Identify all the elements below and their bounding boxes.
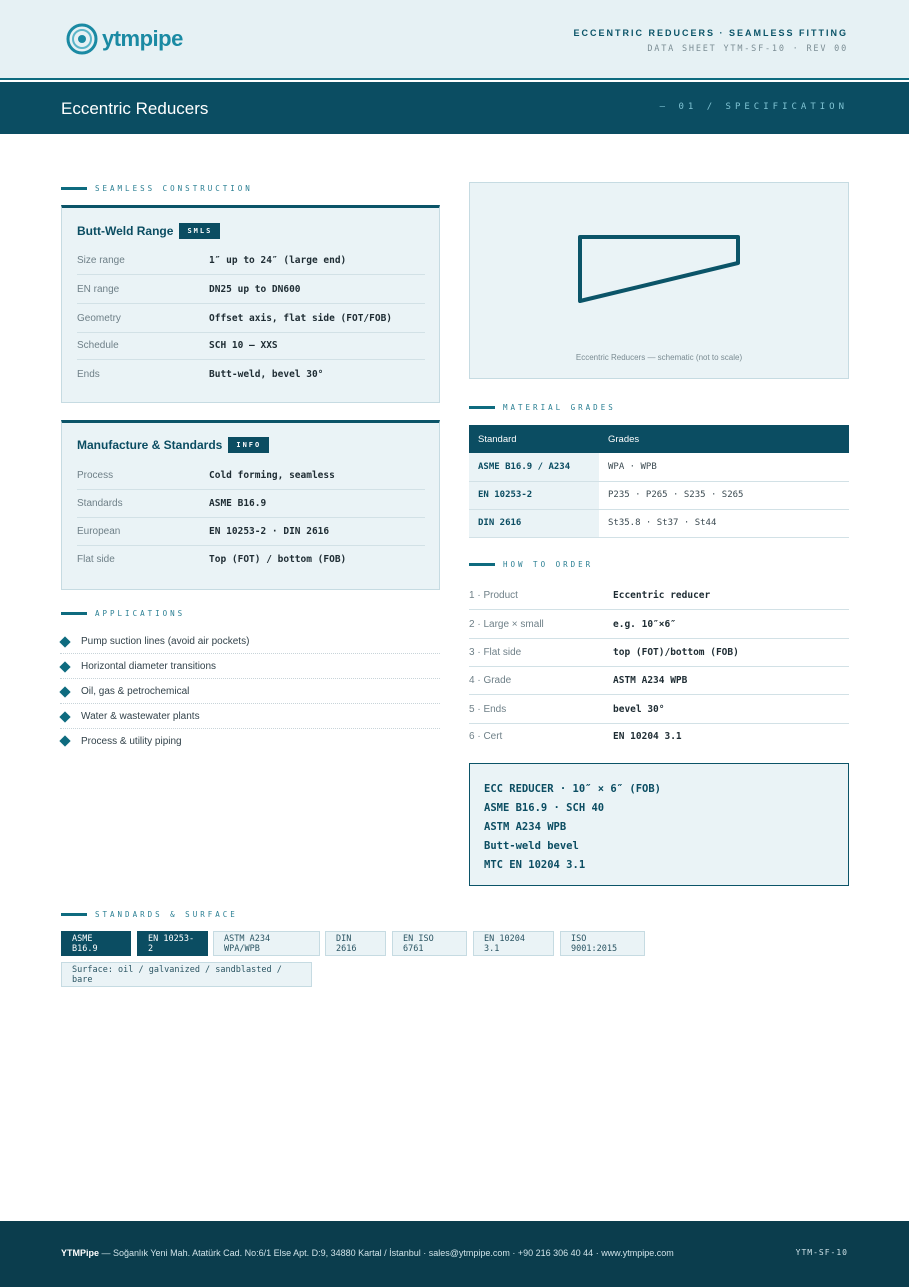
- order-example-line: Butt-weld bevel: [484, 840, 579, 852]
- list-item-text: Process & utility piping: [81, 735, 182, 747]
- panel-title-text: Butt-Weld Range: [77, 224, 174, 238]
- order-value: top (FOT)/bottom (FOB): [613, 646, 739, 658]
- logo-swirl-icon: [66, 22, 100, 56]
- schematic-caption: Eccentric Reducers — schematic (not to scale): [575, 353, 743, 362]
- smls-badge: SMLS: [179, 223, 220, 239]
- spec-row: [77, 461, 425, 490]
- section-heading-standards: [61, 910, 238, 919]
- info-badge: INFO: [228, 437, 269, 453]
- column-header-standard: Standard: [469, 425, 599, 453]
- standard-chip: ISO 9001:2015: [560, 931, 645, 956]
- order-row: [469, 610, 849, 639]
- footer-brand: YTMPipe: [61, 1248, 100, 1258]
- section-heading-order: [469, 560, 593, 569]
- spec-value: EN 10253-2 · DIN 2616: [209, 525, 330, 537]
- section-heading-text: SEAMLESS CONSTRUCTION: [95, 184, 253, 193]
- order-key: 6 · Cert: [469, 731, 503, 742]
- spec-value: Top (FOT) / bottom (FOB): [209, 554, 347, 565]
- spec-key: EN range: [77, 283, 120, 295]
- footer-code: YTM-SF-10: [795, 1248, 848, 1257]
- spec-value: Offset axis, flat side (FOT/FOB): [209, 312, 393, 324]
- spec-row: [77, 545, 425, 574]
- order-row: [469, 695, 849, 724]
- order-example-line: ASTM A234 WPB: [484, 821, 567, 833]
- diamond-bullet-icon: [59, 636, 70, 647]
- order-value: bevel 30°: [613, 703, 665, 715]
- list-item: [60, 630, 440, 654]
- doc-title: ECCENTRIC REDUCERS · SEAMLESS FITTING: [573, 28, 848, 38]
- company-logo[interactable]: [66, 22, 183, 56]
- spec-value: ASME B16.9: [209, 497, 267, 509]
- standard-chip: DIN 2616: [325, 931, 386, 956]
- spec-key: Standards: [77, 497, 123, 509]
- section-heading-seamless: [61, 184, 253, 193]
- standard-chip: ASME B16.9: [61, 931, 131, 956]
- panel-title: [77, 437, 269, 453]
- order-value: ASTM A234 WPB: [613, 674, 688, 686]
- table-row: [469, 509, 849, 537]
- heading-bar: [469, 563, 495, 566]
- spec-row: [77, 517, 425, 546]
- list-item-text: Water & wastewater plants: [81, 711, 200, 722]
- list-item-text: Oil, gas & petrochemical: [81, 686, 190, 697]
- list-item: [60, 729, 440, 753]
- order-key: 2 · Large × small: [469, 618, 544, 630]
- table-row: [469, 453, 849, 481]
- column-header-grades: Grades: [599, 425, 849, 453]
- standard-cell: ASME B16.9 / A234: [469, 453, 599, 481]
- spec-key: Schedule: [77, 339, 119, 351]
- top-band: [0, 0, 909, 80]
- section-heading-text: MATERIAL GRADES: [503, 403, 616, 412]
- spec-value: 1″ up to 24″ (large end): [209, 254, 347, 266]
- diamond-bullet-icon: [59, 661, 70, 672]
- standard-chip: ASTM A234 WPA/WPB: [213, 931, 320, 956]
- standard-chip: EN ISO 6761: [392, 931, 467, 956]
- list-item: [60, 705, 440, 729]
- spec-value: Cold forming, seamless: [209, 469, 335, 481]
- spec-value: Butt-weld, bevel 30°: [209, 369, 324, 380]
- section-number: — 01 / SPECIFICATION: [659, 102, 848, 112]
- surface-chip: Surface: oil / galvanized / sandblasted / bare: [61, 962, 312, 987]
- order-row: [469, 666, 849, 695]
- spec-row: [77, 304, 425, 333]
- spec-value: DN25 up to DN600: [209, 283, 301, 295]
- eccentric-reducer-schematic-icon: [470, 183, 850, 343]
- spec-row: [77, 331, 425, 360]
- section-heading-text: HOW TO ORDER: [503, 560, 594, 569]
- panel-title: [77, 223, 220, 239]
- order-value: e.g. 10″×6″: [613, 618, 676, 630]
- footer-text: — Soğanlık Yeni Mah. Atatürk Cad. No:6/1 Else Apt. D:9, 34880 Kartal / İstanbul · sales@ytmpipe.com · +90 216 306 40 44 · www.ytmpipe.com: [99, 1248, 674, 1258]
- list-item-text: Pump suction lines (avoid air pockets): [81, 636, 250, 647]
- order-example-line: MTC EN 10204 3.1: [484, 859, 586, 871]
- grades-cell: P235 · P265 · S235 · S265: [599, 481, 849, 509]
- spec-key: European: [77, 525, 121, 537]
- heading-bar: [469, 406, 495, 409]
- order-key: 5 · Ends: [469, 703, 507, 715]
- page-title: Eccentric Reducers: [61, 99, 209, 118]
- heading-bar: [61, 612, 87, 615]
- standard-chip: EN 10253-2: [137, 931, 208, 956]
- order-value: Eccentric reducer: [613, 589, 711, 601]
- spec-row: [77, 246, 425, 275]
- order-row: [469, 638, 849, 667]
- standard-chip: EN 10204 3.1: [473, 931, 554, 956]
- standard-cell: EN 10253-2: [469, 481, 599, 509]
- order-example-line: ASME B16.9 · SCH 40: [484, 802, 605, 814]
- table-header-row: [469, 425, 849, 453]
- page-footer: [0, 1221, 909, 1287]
- order-key: 3 · Flat side: [469, 646, 522, 658]
- order-key: 4 · Grade: [469, 674, 512, 686]
- diamond-bullet-icon: [59, 686, 70, 697]
- spec-key: Geometry: [77, 312, 121, 324]
- spec-row: [77, 360, 425, 389]
- section-heading-text: STANDARDS & SURFACE: [95, 910, 238, 919]
- panel-title-text: Manufacture & Standards: [77, 438, 223, 452]
- section-heading-materials: [469, 403, 616, 412]
- table-row: [469, 481, 849, 509]
- material-grades-table: [469, 425, 849, 538]
- spec-key: Process: [77, 469, 114, 481]
- list-item-text: Horizontal diameter transitions: [81, 661, 217, 672]
- doc-subtitle: DATA SHEET YTM-SF-10 · REV 00: [647, 44, 848, 54]
- list-item: [60, 655, 440, 679]
- grades-cell: WPA · WPB: [599, 453, 849, 481]
- spec-row: [77, 275, 425, 304]
- heading-bar: [61, 913, 87, 916]
- spec-key: Flat side: [77, 554, 115, 565]
- schematic-figure: [469, 182, 849, 379]
- section-heading-text: APPLICATIONS: [95, 609, 186, 618]
- order-example-box: [469, 763, 849, 886]
- spec-key: Ends: [77, 369, 100, 380]
- order-key: 1 · Product: [469, 589, 518, 601]
- list-item: [60, 680, 440, 704]
- spec-row: [77, 489, 425, 518]
- standard-cell: DIN 2616: [469, 509, 599, 537]
- diamond-bullet-icon: [59, 735, 70, 746]
- spec-value: SCH 10 – XXS: [209, 339, 278, 351]
- spec-key: Size range: [77, 254, 125, 266]
- order-row: [469, 722, 849, 751]
- order-example-line: ECC REDUCER · 10″ × 6″ (FOB): [484, 783, 662, 795]
- diamond-bullet-icon: [59, 711, 70, 722]
- logo-text: ytmpipe: [102, 26, 183, 51]
- order-row: [469, 581, 849, 610]
- order-value: EN 10204 3.1: [613, 731, 682, 742]
- heading-bar: [61, 187, 87, 190]
- title-band: [0, 82, 909, 134]
- butt-weld-range-panel: [61, 205, 440, 403]
- grades-cell: St35.8 · St37 · St44: [599, 509, 849, 537]
- footer-address: [61, 1248, 674, 1258]
- manufacture-standards-panel: [61, 420, 440, 590]
- section-heading-applications: [61, 609, 185, 618]
